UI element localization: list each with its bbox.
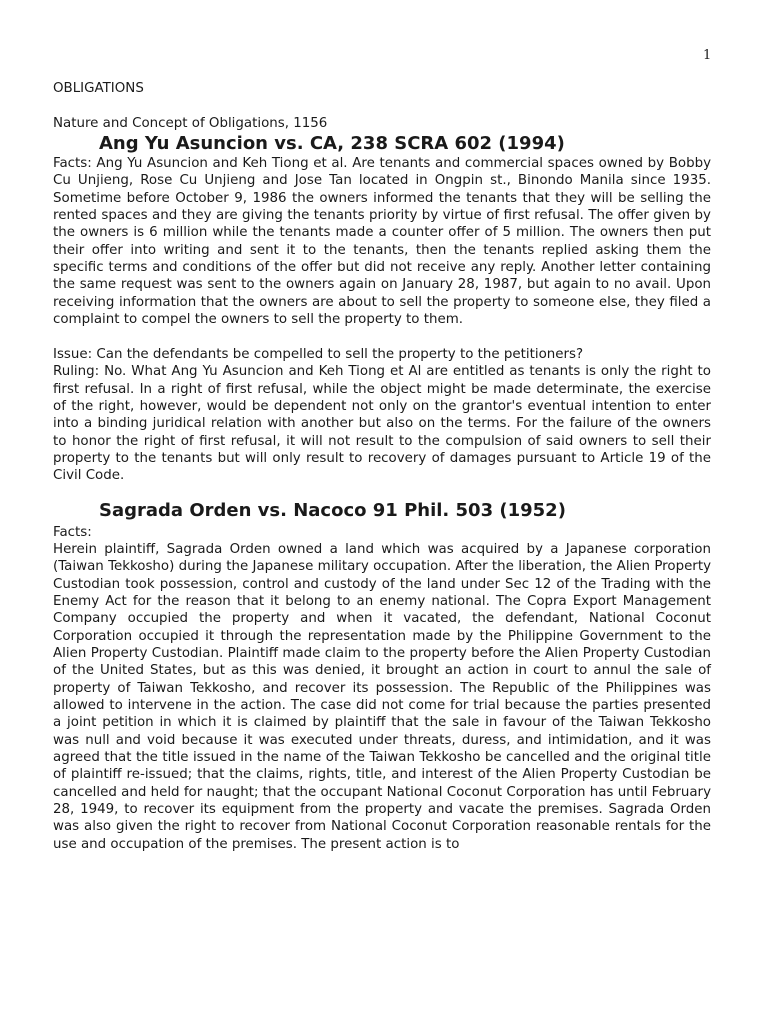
case-title-sagrada-orden: Sagrada Orden vs. Nacoco 91 Phil. 503 (1952) (99, 499, 566, 521)
section-heading: OBLIGATIONS (53, 81, 144, 96)
case-facts-sagrada-orden: Herein plaintiff, Sagrada Orden owned a land which was acquired by a Japanese corporation (Taiwan Tekkosho) during the Japanese military occupation. After the liberation, the Alien Property Custodian took possession, control and custody of the land under Sec 12 of the Trading with the Enemy Act for the reason that it belong to an enemy national. The Copra Export Management Company occupied the property and when it vacated, the defendant, National Coconut Corporation occupied it through the representation made by the Philippine Government to the Alien Property Custodian. Plaintiff made claim to the property before the Alien Property Custodian of the United States, but as this was denied, it brought an action in court to annul the sale of property of Taiwan Tekkosho, and recover its possession. The Republic of the Philippines was allowed to intervene in the action. The case did not come for trial because the parties presented a joint petition in which it is claimed by plaintiff that the sale in favour of the Taiwan Tekkosho was null and void because it was executed under threats, duress, and intimidation, and it was agreed that the title issued in the name of the Taiwan Tekkosho be cancelled and the original title of plaintiff re-issued; that the claims, rights, title, and interest of the Alien Property Custodian be cancelled and held for naught; that the occupant National Coconut Corporation has until February 28, 1949, to recover its equipment from the property and vacate the premises. Sagrada Orden was also given the right to recover from National Coconut Corporation reasonable rentals for the use and occupation of the premises. The present action is to (53, 541, 711, 852)
blank-line (53, 97, 711, 114)
case-facts-label-sagrada-orden: Facts: (53, 524, 92, 540)
case-title-ang-yu: Ang Yu Asuncion vs. CA, 238 SCRA 602 (1994) (99, 133, 565, 155)
case-issue-ang-yu: Issue: Can the defendants be compelled to sell the property to the petitioners? (53, 346, 584, 362)
case-facts-ang-yu: Facts: Ang Yu Asuncion and Keh Tiong et al. Are tenants and commercial spaces owned by Bobby Cu Unjieng, Rose Cu Unjieng and Jose Tan located in Ongpin st., Binondo Manila since 1935. Sometime before October 9, 1986 the owners informed the tenants that they will be selling the rented spaces and they are giving the tenants priority by virtue of first refusal. The offer given by the owners is 6 million while the tenants made a counter offer of 5 million. The owners then put their offer into writing and sent it to the tenants, then the tenants replied asking them the specific terms and conditions of the offer but did not receive any reply. Another letter containing the same request was sent to the owners again on January 28, 1987, but again to no avail. Upon receiving information that the owners are about to sell the property to someone else, they filed a complaint to compel the owners to sell the property to them. (53, 156, 711, 328)
blank-line (53, 328, 711, 345)
case-ruling-ang-yu: Ruling: No. What Ang Yu Asuncion and Keh Tiong et Al are entitled as tenants is only the right to first refusal. In a right of first refusal, while the object might be made determinate, the exercise of the right, however, would be dependent not only on the grantor's eventual intention to enter into a binding juridical relation with another but also on the terms. For the failure of the owners to honor the right of first refusal, it will not result to the compulsion of said owners to sell their property to the tenants but will only result to recovery of damages pursuant to Article 19 of the Civil Code. (53, 364, 711, 484)
document-body (53, 80, 711, 853)
subsection-heading: Nature and Concept of Obligations, 1156 (53, 115, 328, 131)
page-number: 1 (703, 48, 712, 63)
